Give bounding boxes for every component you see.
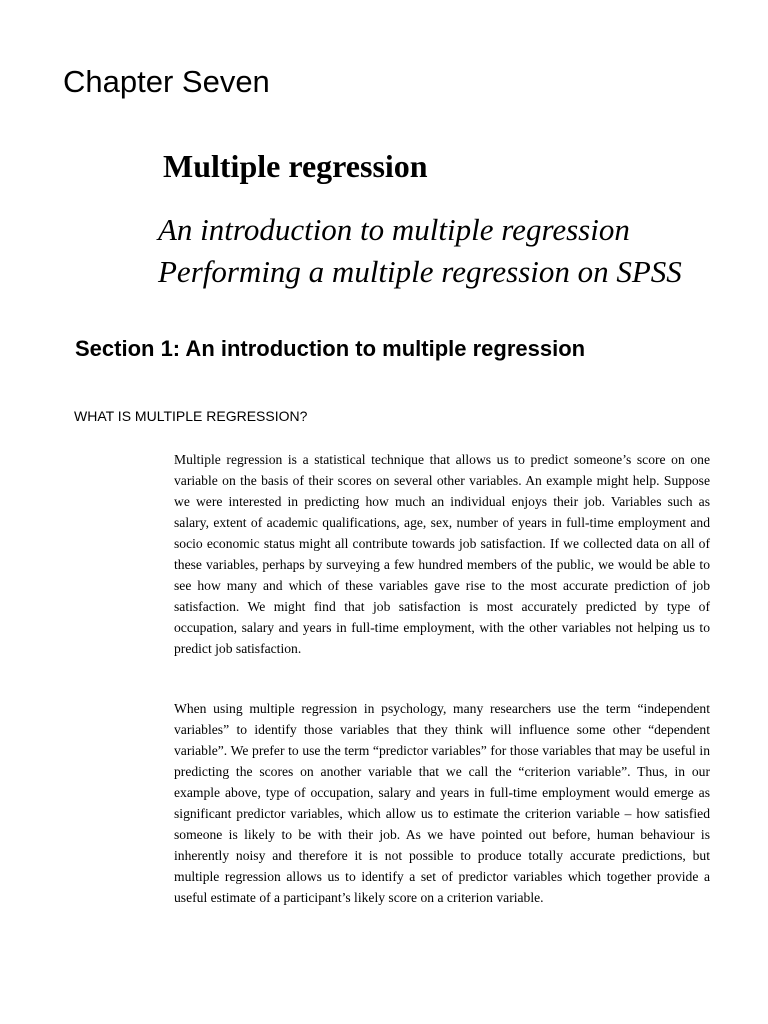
- chapter-label: Chapter Seven: [63, 64, 270, 99]
- contents-item: Performing a multiple regression on SPSS: [158, 254, 682, 289]
- chapter-title: Multiple regression: [163, 148, 428, 184]
- chapter-contents-list: [158, 209, 718, 293]
- contents-item: An introduction to multiple regression: [158, 212, 630, 247]
- body-paragraph: When using multiple regression in psychology, many researchers use the term “independent variables” to identify those variables that they think will influence some other “dependent variable”. We prefer to use the term “predictor variables” for those variables that may be useful in predicting the scores on another variable that we call the “criterion variable”. Thus, in our example above, type of occupation, salary and years in full-time employment would emerge as significant predictor variables, which allow us to estimate the criterion variable – how satisfied someone is likely to be with their job. As we have pointed out before, human behaviour is inherently noisy and therefore it is not possible to produce totally accurate predictions, but multiple regression allows us to identify a set of predictor variables which together provide a useful estimate of a participant’s likely score on a criterion variable.: [174, 701, 710, 905]
- section-heading: Section 1: An introduction to multiple regression: [75, 336, 586, 361]
- subheading: WHAT IS MULTIPLE REGRESSION?: [74, 408, 308, 424]
- body-paragraph: Multiple regression is a statistical technique that allows us to predict someone’s score on one variable on the basis of their scores on several other variables. An example might help. Suppose we were interested in predicting how much an individual enjoys their job. Variables such as salary, extent of academic qualifications, age, sex, number of years in full-time employment and socio economic status might all contribute towards job satisfaction. If we collected data on all of these variables, perhaps by surveying a few hundred members of the public, we would be able to see how many and which of these variables gave rise to the most accurate prediction of job satisfaction. We might find that job satisfaction is most accurately predicted by type of occupation, salary and years in full-time employment, with the other variables not helping us to predict job satisfaction.: [174, 452, 710, 656]
